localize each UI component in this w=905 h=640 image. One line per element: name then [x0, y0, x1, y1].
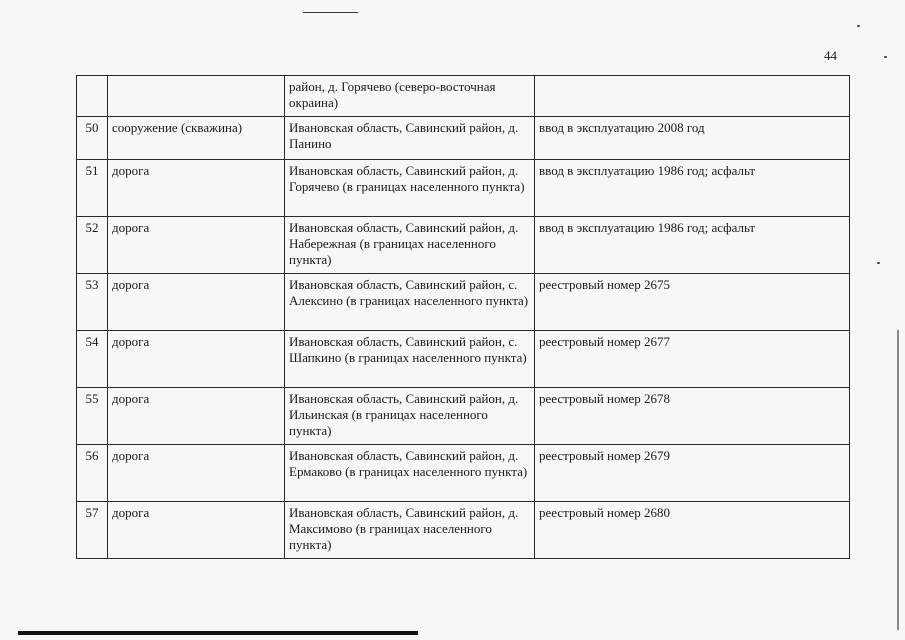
object-type: сооружение (скважина): [108, 117, 285, 160]
scan-speck: [884, 56, 887, 58]
object-info: [535, 76, 850, 117]
row-number: 57: [77, 502, 108, 559]
object-type: дорога: [108, 331, 285, 388]
object-info: реестровый номер 2678: [535, 388, 850, 445]
table-row: [77, 331, 850, 388]
object-address: Ивановская область, Савинский район, с. Шапкино (в границах населенного пункта): [285, 331, 535, 388]
object-info: реестровый номер 2677: [535, 331, 850, 388]
object-info: ввод в эксплуатацию 1986 год; асфальт: [535, 160, 850, 217]
table-row: [77, 76, 850, 117]
object-address: Ивановская область, Савинский район, д. Панино: [285, 117, 535, 160]
row-number: 50: [77, 117, 108, 160]
object-type: дорога: [108, 502, 285, 559]
object-address: Ивановская область, Савинский район, д. Набережная (в границах населенного пункта): [285, 217, 535, 274]
top-rule: [303, 12, 358, 13]
object-address: район, д. Горячево (северо-восточная окраина): [285, 76, 535, 117]
object-address: Ивановская область, Савинский район, д. Максимово (в границах населенного пункта): [285, 502, 535, 559]
row-number: 52: [77, 217, 108, 274]
table-row: [77, 117, 850, 160]
bottom-rule: [18, 631, 418, 635]
scan-speck: [877, 262, 880, 264]
object-address: Ивановская область, Савинский район, д. Ильинская (в границах населенного пункта): [285, 388, 535, 445]
scan-edge-shadow: [897, 330, 899, 630]
object-info: ввод в эксплуатацию 1986 год; асфальт: [535, 217, 850, 274]
object-info: ввод в эксплуатацию 2008 год: [535, 117, 850, 160]
object-type: дорога: [108, 160, 285, 217]
table-row: [77, 388, 850, 445]
object-type: дорога: [108, 274, 285, 331]
row-number: 51: [77, 160, 108, 217]
property-registry-table: [76, 75, 850, 559]
row-number: [77, 76, 108, 117]
object-info: реестровый номер 2679: [535, 445, 850, 502]
object-info: реестровый номер 2680: [535, 502, 850, 559]
object-type: дорога: [108, 217, 285, 274]
page-number: 44: [824, 48, 837, 63]
row-number: 56: [77, 445, 108, 502]
table-row: [77, 160, 850, 217]
object-address: Ивановская область, Савинский район, д. Горячево (в границах населенного пункта): [285, 160, 535, 217]
table-row: [77, 274, 850, 331]
table-row: [77, 217, 850, 274]
row-number: 55: [77, 388, 108, 445]
object-address: Ивановская область, Савинский район, д. Ермаково (в границах населенного пункта): [285, 445, 535, 502]
row-number: 53: [77, 274, 108, 331]
table-row: [77, 502, 850, 559]
object-type: дорога: [108, 388, 285, 445]
object-type: [108, 76, 285, 117]
object-info: реестровый номер 2675: [535, 274, 850, 331]
scan-speck: [857, 25, 860, 27]
table-row: [77, 445, 850, 502]
object-address: Ивановская область, Савинский район, с. Алексино (в границах населенного пункта): [285, 274, 535, 331]
object-type: дорога: [108, 445, 285, 502]
row-number: 54: [77, 331, 108, 388]
